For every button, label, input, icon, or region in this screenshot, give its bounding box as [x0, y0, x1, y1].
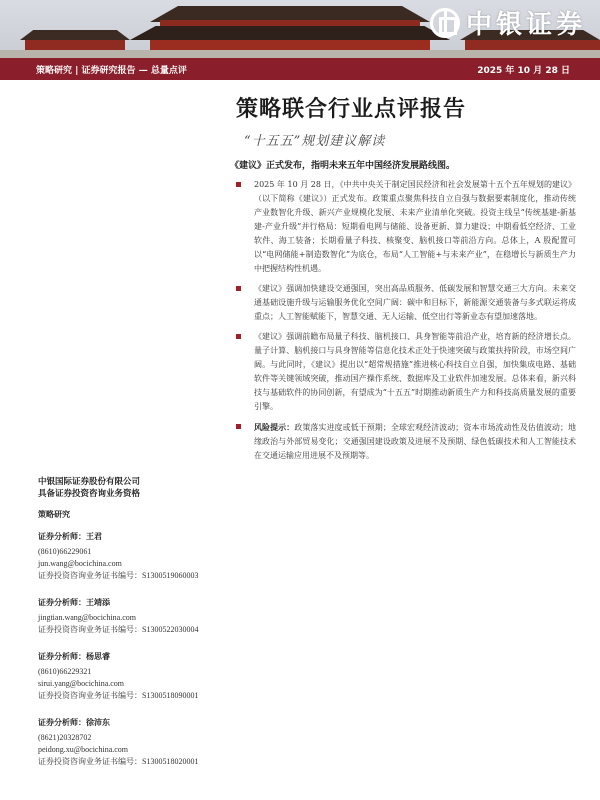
analyst-card [38, 596, 228, 636]
analyst-cert: 证券投资咨询业务证书编号：S1300522030004 [38, 625, 199, 634]
analyst-cert: 证券投资咨询业务证书编号：S1300518020001 [38, 757, 199, 766]
report-title: 策略联合行业点评报告 [236, 96, 467, 122]
bullet-list [236, 178, 576, 469]
analyst-phone: (8610)66229321 [38, 667, 92, 676]
bullet-square-icon [236, 182, 241, 187]
company-qualification: 具备证券投资咨询业务资格 [38, 489, 141, 499]
section-label: 策略研究 [38, 509, 70, 519]
list-item [236, 330, 576, 414]
report-subtitle: “十五五”规划建议解读 [244, 134, 386, 149]
brand-name: 中银证券 [465, 10, 586, 40]
company-name: 中银国际证券股份有限公司 [38, 477, 141, 487]
bullet-square-icon [236, 334, 241, 339]
info-bar [0, 58, 600, 80]
analyst-name: 证券分析师：王君 [38, 531, 102, 541]
analyst-email: peidong.xu@bocichina.com [38, 745, 129, 754]
list-item [236, 282, 576, 324]
bullet-text: 2025 年 10 月 28 日，《中共中央关于制定国民经济和社会发展第十五个五年规划的建议》（以下简称《建议》）正式发布。政策重点聚焦科技自立自强与数据要素制度化，推动传统产业数智化升级、新兴产业规模化发展、未来产业清单化突破。投资主线呈“传统基建-新基建-产业升级”并行格局：短期看电网与储能、设备更新、算力建设；中期看低空经济、工业软件、海工装备；长期看量子科技、核聚变、脑机接口等前沿方向。总体上，A 股配置可以“电网储能+制造数智化”为底仓，布局“人工智能+与未来产业”，在稳增长与新质生产力中把握结构性机遇。 [254, 180, 576, 273]
analyst-card [38, 716, 228, 768]
analyst-phone: (8610)66229061 [38, 547, 92, 556]
bullet-text: 政策落实进度或低于预期；全球宏观经济波动；资本市场流动性及估值波动；地缘政治与外部贸易变化；交通强国建设政策及进展不及预期、绿色低碳技术和人工智能技术在交通运输应用进展不及预期等。 [254, 423, 577, 460]
palace-wall-left [25, 40, 125, 50]
analyst-card [38, 650, 228, 702]
brand-logo [430, 4, 586, 41]
risk-label: 风险提示： [254, 422, 295, 432]
header-banner [0, 0, 600, 58]
list-item [236, 420, 576, 463]
analyst-card [38, 530, 228, 582]
analyst-name: 证券分析师：王靖添 [38, 597, 110, 607]
analyst-phone: (8621)20328702 [38, 733, 92, 742]
analyst-email: jun.wang@bocichina.com [38, 559, 122, 568]
palace-roof-lower [130, 26, 450, 40]
bullet-square-icon [236, 286, 241, 291]
bullet-text: 《建议》强调加快建设交通强国，突出高品质服务、低碳发展和智慧交通三大方向。未来交通基础设施升级与运输服务优化空间广阔：碳中和目标下，新能源交通装备与多式联运将成重点；人工智能赋能下，智慧交通、无人运输、低空出行等新业态有望加速落地。 [254, 284, 576, 321]
palace-roof-left [20, 30, 130, 40]
report-date: 2025 年 10 月 28 日 [477, 65, 570, 76]
palace-courtyard [0, 50, 600, 58]
report-type: 策略研究 | 证券研究报告 — 总量点评 [36, 65, 187, 76]
analyst-email: sirui.yang@bocichina.com [38, 679, 125, 688]
palace-wall-right [465, 40, 600, 50]
analyst-cert: 证券投资咨询业务证书编号：S1300519060003 [38, 571, 199, 580]
analyst-cert: 证券投资咨询业务证书编号：S1300518090001 [38, 691, 199, 700]
lead-summary: 《建议》正式发布，指明未来五年中国经济发展路线图。 [230, 161, 456, 171]
list-item [236, 178, 576, 276]
analyst-column [38, 476, 228, 782]
bullet-text: 《建议》强调前瞻布局量子科技、脑机接口、具身智能等前沿产业，培育新的经济增长点。量子计算、脑机接口与具身智能等信息化技术正处于快速突破与政策扶持阶段，市场空间广阔。与此同时，《建议》提出以“超常规措施”推进核心科技自立自强，加快集成电路、基础软件等关键领域突破，推动国产操作系统、数据库及工业软件加速发展。总体来看，新兴科技与基础软件的协同创新，有望成为“十五五”时期推动新质生产力和科技高质量发展的重要引擎。 [254, 332, 576, 411]
bullet-square-icon [236, 424, 241, 429]
analyst-email: jingtian.wang@bocichina.com [38, 613, 137, 622]
analyst-name: 证券分析师：杨思睿 [38, 651, 110, 661]
boc-logo-icon [430, 8, 460, 38]
analyst-name: 证券分析师：徐沛东 [38, 717, 110, 727]
